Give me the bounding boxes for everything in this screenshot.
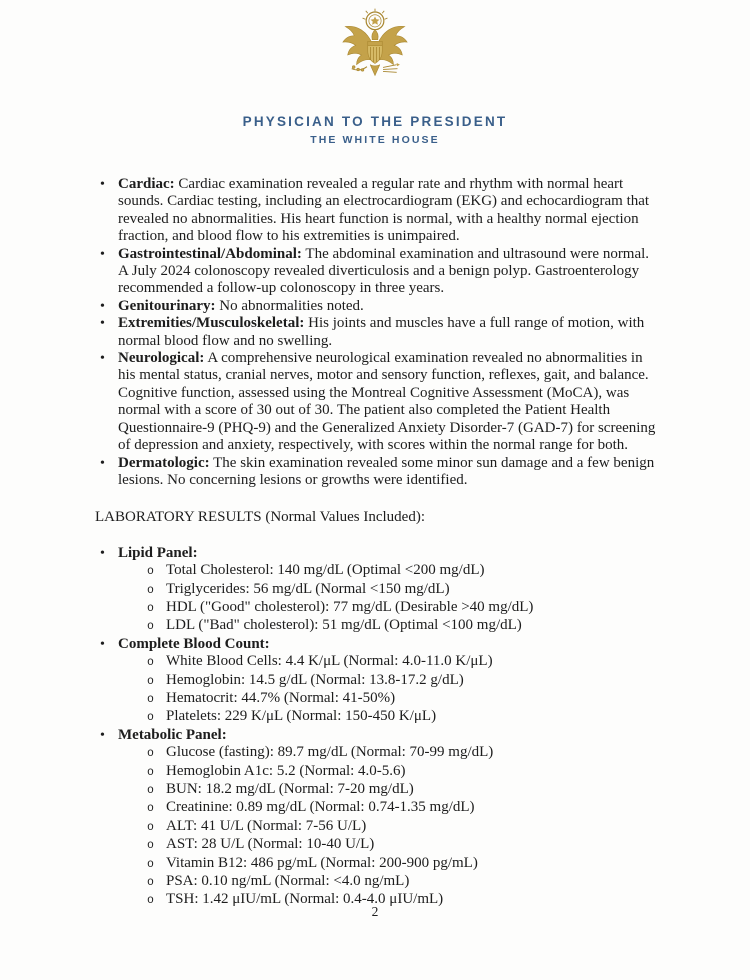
finding-item — [95, 246, 657, 298]
lab-item-text: BUN: 18.2 mg/dL (Normal: 7-20 mg/dL) — [166, 781, 414, 797]
sub-bullet-marker: o — [147, 802, 154, 816]
lab-item — [118, 653, 657, 671]
letterhead-subtitle: THE WHITE HOUSE — [310, 134, 440, 146]
lab-item-text: LDL ("Bad" cholesterol): 51 mg/dL (Optimal <100 mg/dL) — [166, 617, 522, 634]
lab-item-text: Platelets: 229 K/μL (Normal: 150-450 K/μL) — [166, 708, 437, 725]
lab-item — [118, 836, 657, 854]
finding-label: Genitourinary: — [118, 297, 216, 314]
page-number: 2 — [371, 904, 379, 919]
lab-results-heading: LABORATORY RESULTS (Normal Values Included): — [95, 509, 425, 526]
finding-body-text: No abnormalities noted. — [219, 297, 364, 314]
lab-item — [118, 617, 657, 635]
sub-bullet-marker: o — [147, 747, 154, 761]
sub-bullet-marker: o — [147, 692, 154, 706]
lab-item-text: Hemoglobin: 14.5 g/dL (Normal: 13.8-17.2 g/dL) — [166, 671, 464, 688]
finding-text — [118, 298, 657, 315]
finding-item — [95, 455, 657, 490]
lab-panel-body — [118, 727, 657, 910]
finding-label: Neurological: — [118, 350, 205, 367]
lab-item-text: Glucose (fasting): 89.7 mg/dL (Normal: 70-99 mg/dL) — [166, 744, 494, 761]
lab-item — [118, 799, 657, 817]
lab-item-text: TSH: 1.42 μIU/mL (Normal: 0.4-4.0 μIU/mL) — [166, 891, 444, 908]
sub-bullet-marker: o — [147, 820, 154, 834]
lab-item — [118, 599, 657, 617]
lab-items-list — [118, 744, 657, 910]
lab-item-text: Total Cholesterol: 140 mg/dL (Optimal <200 mg/dL) — [166, 562, 485, 579]
lab-item-text: White Blood Cells: 4.4 K/μL (Normal: 4.0-11.0 K/μL) — [166, 653, 493, 670]
finding-item — [95, 298, 657, 315]
lab-item — [118, 581, 657, 599]
finding-text — [118, 176, 657, 246]
exam-findings-list — [95, 176, 657, 489]
lab-item-text: Triglycerides: 56 mg/dL (Normal <150 mg/dL) — [166, 580, 450, 597]
lab-item — [118, 781, 657, 799]
sub-bullet-marker: o — [147, 601, 154, 615]
lab-item-text: AST: 28 U/L (Normal: 10-40 U/L) — [166, 836, 375, 853]
sub-bullet-marker: o — [147, 784, 154, 797]
finding-body-text: Cardiac examination revealed a regular rate and rhythm with normal heart sounds. Cardiac testing, including an electrocardiogram (EKG) and echocardiogram that revealed no abnormalities. His heart function is normal, with a healthy normal ejection fraction, and blood flow to his extremities is unimpaired. — [118, 176, 650, 245]
lab-panel — [95, 636, 657, 727]
lab-item — [118, 744, 657, 762]
sub-bullet-marker: o — [147, 656, 154, 670]
sub-bullet-marker: o — [147, 620, 154, 634]
lab-panel-name: Lipid Panel: — [118, 544, 198, 561]
finding-body-text: The abdominal examination and ultrasound were normal. A July 2024 colonoscopy revealed diverticulosis and a benign polyp. Gastroenterology recommended a follow-up colonoscopy in three years. — [118, 245, 650, 297]
sub-bullet-marker: o — [147, 765, 154, 779]
bullet-marker: • — [100, 351, 105, 367]
lab-item — [118, 708, 657, 726]
lab-item-text: HDL ("Good" cholesterol): 77 mg/dL (Desirable >40 mg/dL) — [166, 598, 534, 615]
lab-item — [118, 562, 657, 580]
bullet-marker: • — [100, 545, 105, 561]
finding-label: Gastrointestinal/Abdominal: — [118, 245, 302, 262]
letterhead — [0, 0, 750, 146]
presidential-eagle-seal-icon — [334, 8, 416, 98]
lab-item — [118, 690, 657, 708]
lab-item — [118, 672, 657, 690]
finding-text — [118, 350, 657, 454]
bullet-marker: • — [100, 636, 105, 652]
sub-bullet-marker: o — [147, 857, 154, 871]
finding-text — [118, 455, 657, 490]
lab-item-text: Creatinine: 0.89 mg/dL (Normal: 0.74-1.35 mg/dL) — [166, 799, 475, 816]
lab-panel — [95, 545, 657, 636]
finding-text — [118, 246, 657, 298]
bullet-marker: • — [100, 727, 105, 743]
lab-item-text: Hematocrit: 44.7% (Normal: 41-50%) — [166, 689, 396, 706]
lab-item-text: ALT: 41 U/L (Normal: 7-56 U/L) — [166, 817, 367, 834]
lab-panel-name: Metabolic Panel: — [118, 726, 227, 743]
finding-label: Dermatologic: — [118, 454, 210, 471]
lab-item — [118, 855, 657, 873]
lab-item-text: Hemoglobin A1c: 5.2 (Normal: 4.0-5.6) — [166, 762, 406, 779]
sub-bullet-marker: o — [147, 674, 154, 688]
finding-item — [95, 350, 657, 454]
bullet-marker: • — [100, 246, 105, 262]
lab-item-text: PSA: 0.10 ng/mL (Normal: <4.0 ng/mL) — [166, 873, 410, 890]
finding-item — [95, 315, 657, 350]
lab-panel-body — [118, 636, 657, 727]
lab-panel-name: Complete Blood Count: — [118, 635, 270, 652]
lab-panel-body — [118, 545, 657, 636]
sub-bullet-marker: o — [147, 565, 154, 579]
bullet-marker: • — [100, 455, 105, 471]
lab-panels-list — [95, 545, 657, 910]
sub-bullet-marker: o — [147, 839, 154, 853]
bullet-marker: • — [100, 316, 105, 332]
page-footer — [0, 904, 750, 920]
lab-item — [118, 763, 657, 781]
finding-text — [118, 315, 657, 350]
sub-bullet-marker: o — [147, 711, 154, 725]
lab-item — [118, 873, 657, 891]
finding-body-text: The skin examination revealed some minor sun damage and a few benign lesions. No concerning lesions or growths were identified. — [118, 454, 655, 488]
finding-label: Cardiac: — [118, 176, 175, 192]
lab-items-list — [118, 562, 657, 636]
finding-label: Extremities/Musculoskeletal: — [118, 315, 305, 332]
letterhead-title: PHYSICIAN TO THE PRESIDENT — [242, 114, 508, 129]
finding-body-text: A comprehensive neurological examination revealed no abnormalities in his mental status, cranial nerves, motor and sensory function, reflexes, gait, and balance. Cognitive function, assessed using the Montreal Cognitive Assessment (MoCA), was normal with a score of 30 out of 30. The patient also completed the Patient Health Questionnaire-9 (PHQ-9) and the Generalized Anxiety Disorder-7 (GAD-7) for screening of depression and anxiety, respectively, with scores within the normal range for both. — [118, 350, 656, 454]
sub-bullet-marker: o — [147, 583, 154, 597]
finding-item — [95, 176, 657, 246]
lab-item-text: Vitamin B12: 486 pg/mL (Normal: 200-900 pg/mL) — [166, 854, 478, 871]
sub-bullet-marker: o — [147, 894, 154, 908]
bullet-marker: • — [100, 298, 105, 314]
sub-bullet-marker: o — [147, 876, 154, 890]
finding-body-text: His joints and muscles have a full range of motion, with normal blood flow and no swelling. — [118, 315, 645, 349]
lab-panel — [95, 727, 657, 910]
lab-items-list — [118, 653, 657, 727]
document-body — [95, 176, 657, 910]
bullet-marker: • — [100, 177, 105, 192]
lab-item — [118, 818, 657, 836]
